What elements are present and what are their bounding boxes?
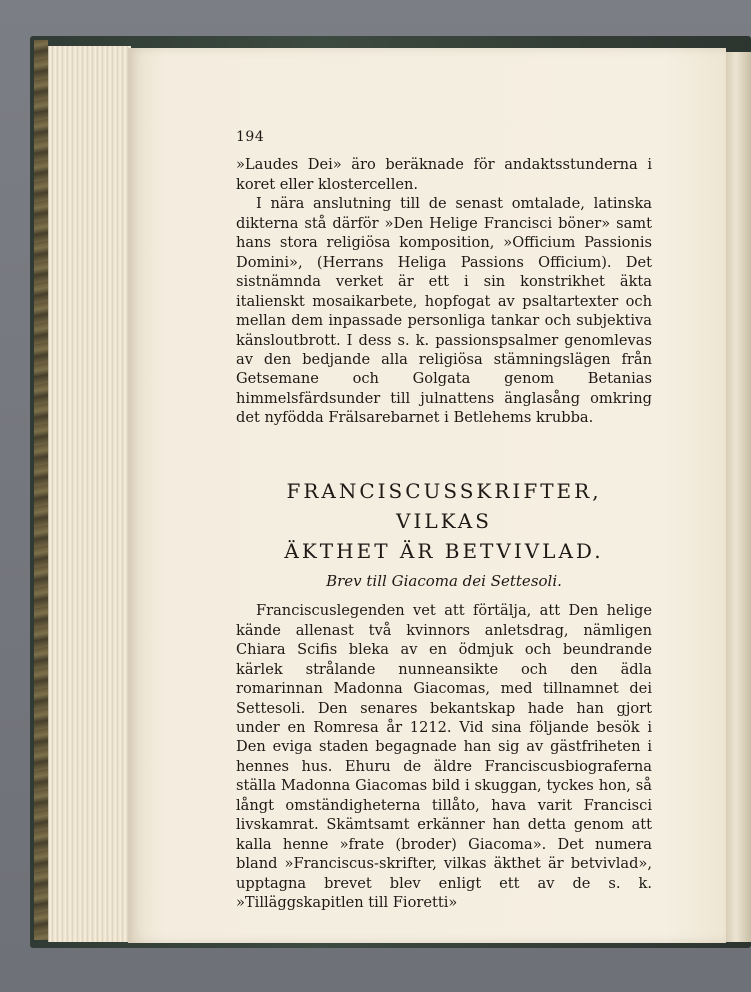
paragraph-officium: I nära anslutning till de senast omtalade, latinska dikterna stå därför »Den Helige Francisci böner» samt hans stora religiösa komposition, »Officium Passionis Domini», (Herrans Heliga Passions Officium). Det sistnämnda verket är ett i sin konstrikhet äkta italienskt mosaikarbete, hopfogat av psaltartexter och mellan dem inpassade personliga tankar och subjektiva känsloutbrott. I dess s. k. passionspsalmer genomlevas av den bedjande alla religiösa stämningslägen från Getsemane och Golgata genom Betanias himmelsfärdsunder till julnattens änglasång omkring det nyfödda Frälsarebarnet i Betlehems krubba. xyxy=(236,195,652,427)
right-page-edge xyxy=(726,52,751,942)
paragraph-legend: Franciscuslegenden vet att förtälja, att Den helige kände allenast två kvinnors anletsdrag, nämligen Chiara Scifis bleka av en ödmjuk och beundrande kärlek strålande nunneansikte och den ädla romarinnan Madonna Giacomas, med tillnamnet dei Settesoli. Den senares bekantskap hade han gjort under en Romresa år 1212. Vid sina följande besök i Den eviga staden begagnade han sig av gästfriheten i hennes hus. Ehuru de äldre Franciscusbiograferna ställa Madonna Giacomas bild i skuggan, tyckes hon, så långt omständigheterna tillåto, hava varit Francisci livskamrat. Skämtsamt erkänner han detta genom att kalla henne »frate (broder) Giacoma». Det numera bland »Franciscus-skrifter, vilkas äkthet är betvivlad», upptagna brevet blev enligt ett av de s. k. »Tilläggskapitlen till Fioretti» xyxy=(236,602,652,912)
heading-line-2: ÄKTHET ÄR BETVIVLAD. xyxy=(284,538,604,563)
marbled-edge xyxy=(34,40,48,940)
page-stack xyxy=(48,46,131,942)
heading-line-1: FRANCISCUSSKRIFTER, VILKAS xyxy=(286,478,602,533)
page-number: 194 xyxy=(236,129,265,145)
section-subheading: Brev till Giacoma dei Settesoli. xyxy=(326,571,562,590)
page-text xyxy=(236,128,652,913)
section-heading xyxy=(236,476,652,566)
paragraph-laudes: »Laudes Dei» äro beräknade för andaktsstunderna i koret eller klostercellen. xyxy=(236,156,652,193)
